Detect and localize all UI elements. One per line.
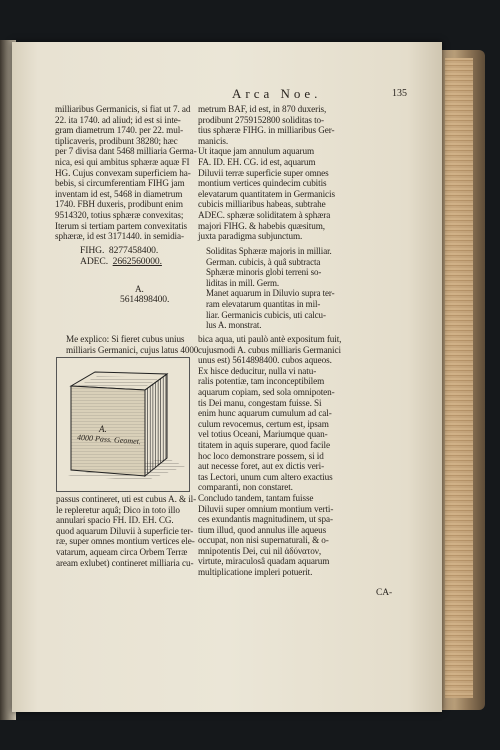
text-line: 9514320, totius sphæræ convexitas;	[55, 209, 184, 220]
right-column-top	[198, 104, 335, 242]
text-line: Concludo tandem, tantam fuisse	[198, 492, 314, 503]
cube-figure	[56, 357, 190, 492]
calc-table	[80, 246, 162, 267]
text-line: gram diametrum 1740. per 22. mul-	[55, 125, 184, 136]
text-line: prodibunt 2759152800 soliditas to-	[198, 114, 324, 125]
text-line: mnipotentis Dei, cui nil ἀδύνατον,	[198, 545, 322, 556]
text-line: ADEC. sphæræ soliditatem à sphæra	[198, 209, 331, 220]
text-line: tis Dei manu, congestam fuisse. Si	[198, 397, 322, 408]
running-head-title: Arca Noe.	[232, 86, 322, 101]
figure-letter: A.	[99, 424, 107, 434]
text-line: tium illud, quod annulus ille aqueus	[198, 524, 327, 535]
text-line: bebis, si circumferentiam FIHG jam	[55, 178, 185, 189]
table-row-value: 8277458400.	[108, 245, 159, 256]
text-line: majori FIHG. & habebis quæsitum,	[198, 220, 325, 231]
page-number: 135	[392, 88, 407, 99]
text-line: cubicis milliaribus habeas, subtrahe	[198, 199, 326, 210]
text-line: tiplicaveris, prodibunt 38280; hæc	[55, 135, 178, 146]
text-line: le repleretur aquâ; Dico in toto illo	[56, 504, 180, 515]
text-line: inventam id est, 5468 in diametrum	[55, 188, 183, 199]
cube-illustration	[57, 358, 189, 491]
text-line: cujusmodi A. cubus milliaris Germanici	[198, 344, 341, 355]
text-line: Iterum si tertiam partem convexitatis	[55, 220, 188, 231]
table-row-label: ADEC.	[80, 255, 109, 267]
text-line: montium vertices quindecim cubitis	[198, 178, 327, 189]
text-line: multiplicatione impleri potuerit.	[198, 567, 313, 578]
left-column-bottom	[56, 494, 196, 568]
catchword: CA-	[376, 588, 393, 598]
text-line: liditas in mill. Germ.	[206, 277, 280, 288]
text-line: lus A. monstrat.	[206, 320, 262, 331]
text-line: vel totius Oceani, Mariumque quan-	[198, 429, 328, 440]
text-line: nica, esi qui ambitus sphæræ aquæ FI	[55, 156, 190, 167]
book-page-stack	[445, 58, 473, 698]
text-line: liar. Germanicis cubicis, uti calcu-	[206, 309, 326, 320]
text-line: annulari spacio FH. ID. EH. CG.	[56, 515, 174, 526]
text-line: FA. ID. EH. CG. id est, aquarum	[198, 156, 316, 167]
table-row-value: 2662560000.	[112, 255, 162, 267]
text-line: quod aquarum Diluvii à superficie ter-	[56, 525, 194, 536]
text-line: tius sphæræ FIHG. in milliaribus Ger-	[198, 125, 335, 136]
text-line: Ut itaque jam annulum aquarum	[198, 146, 314, 157]
text-line: Soliditas Sphæræ majoris in milliar.	[206, 246, 332, 256]
text-line: bica aqua, uti paulò antè expositum fuit,	[198, 334, 342, 344]
text-line: per 7 divisa dant 5468 milliaria Germa-	[55, 146, 197, 157]
me-explico	[66, 334, 198, 355]
text-line: aquarum copiam, sed sola omnipoten-	[198, 386, 335, 397]
text-line: unus est) 5614898400. cubos aqueos.	[198, 355, 332, 366]
text-line: sphæræ, id est 3171440. in semidia-	[55, 231, 184, 242]
table-row-2	[80, 257, 162, 268]
text-line: 22. ita 1740. ad aliud; id est si inte-	[55, 114, 181, 125]
text-line: Sphæræ minoris globi terreni so-	[206, 267, 322, 278]
text-line: ram elevatarum quantitas in mil-	[206, 298, 321, 309]
text-line: enim hunc aquarum cumulum ad cal-	[198, 408, 332, 419]
text-line: milliaris Germanici, cujus latus 4000	[66, 344, 199, 355]
table-row-label: FIHG.	[80, 245, 105, 256]
text-line: Diluvii terræ superficie super omnes	[198, 167, 329, 178]
text-line: ræ, super omnes montium vertices ele-	[56, 536, 195, 547]
text-line: 1740. FBH duxeris, prodibunt enim	[55, 199, 183, 210]
text-line: vatarum, aqueam circa Orbem Terræ	[56, 546, 188, 557]
text-line: culum revocemus, certum est, ipsam	[198, 418, 329, 429]
text-line: occupat, non nisi supernaturali, & o-	[198, 535, 329, 546]
text-line: elevatarum quantitatem in Germanicis	[198, 188, 335, 199]
text-line: Ex hisce deducitur, nulla vi natu-	[198, 365, 317, 376]
text-line: HG. Cujus convexam superficiem ha-	[55, 167, 191, 178]
text-line: metrum BAF, id est, in 870 duxeris,	[198, 104, 327, 114]
text-line: aut necesse foret, aut ex dictis veri-	[198, 461, 325, 472]
table-notes	[206, 246, 335, 331]
text-line: manicis.	[198, 135, 229, 146]
result-value: 5614898400.	[120, 294, 170, 305]
result-label: A.	[135, 284, 144, 294]
text-line: comparanti, non constaret.	[198, 482, 293, 493]
text-line: Me explico: Si fieret cubus unius	[66, 334, 185, 344]
text-line: aream exlubet) contineret milliaria cu-	[56, 557, 194, 568]
text-line: German. cubicis, à quâ subtracta	[206, 256, 321, 267]
text-line: passus contineret, uti est cubus A. & il-	[56, 494, 197, 504]
text-line: ces exundantis magnitudinem, ut spa-	[198, 514, 333, 525]
left-column-top	[55, 104, 197, 242]
text-line: titatem in aquis superare, quod facile	[198, 439, 330, 450]
text-line: milliaribus Germanicis, si fiat ut 7. ad	[55, 104, 191, 114]
text-line: hoc loco demonstrare possem, si id	[198, 450, 324, 461]
right-column-bottom	[198, 334, 341, 578]
text-line: juxta paradigma subjunctum.	[198, 231, 303, 242]
text-line: tas Lectori, unum cum altero exactius	[198, 471, 333, 482]
text-line: ralis potentiæ, tam inconceptibilem	[198, 376, 325, 387]
text-line: Diluvii super omnium montium verti-	[198, 503, 334, 514]
text-line: Manet aquarum in Diluvio supra ter-	[206, 288, 335, 299]
figure-caption: 4000 Pass. Geomet.	[76, 432, 142, 447]
text-line: virtute, miraculosâ quadam aquarum	[198, 556, 330, 567]
